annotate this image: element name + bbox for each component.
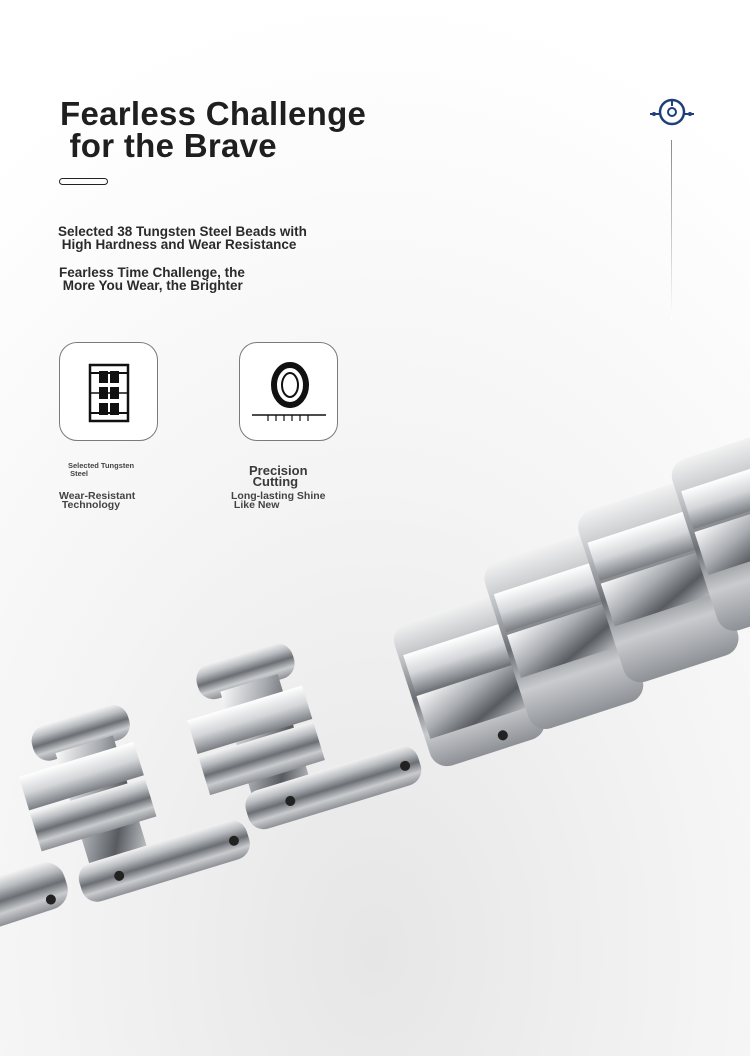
feature-1-title: Selected Tungsten Steel [68, 461, 135, 478]
feature-1-subtitle: Wear-Resistant Technology [59, 490, 136, 511]
description-line-2: Fearless Time Challenge, the More You Wear, the Brighter [59, 265, 245, 293]
precision-cutting-icon [240, 343, 337, 440]
headline-underline [59, 178, 108, 185]
brand-logo-icon [650, 96, 694, 128]
feature-2-subtitle: Long-lasting Shine Like New [231, 490, 326, 511]
feature-badge-tungsten [59, 342, 158, 441]
feature-2-title: Precision Cutting [249, 463, 308, 489]
headline: Fearless Challenge for the Brave [60, 95, 367, 164]
vertical-divider [671, 140, 672, 320]
feature-badge-precision [239, 342, 338, 441]
tungsten-bead-icon [60, 343, 157, 440]
description-line-1: Selected 38 Tungsten Steel Beads with High Hardness and Wear Resistance [58, 224, 307, 252]
